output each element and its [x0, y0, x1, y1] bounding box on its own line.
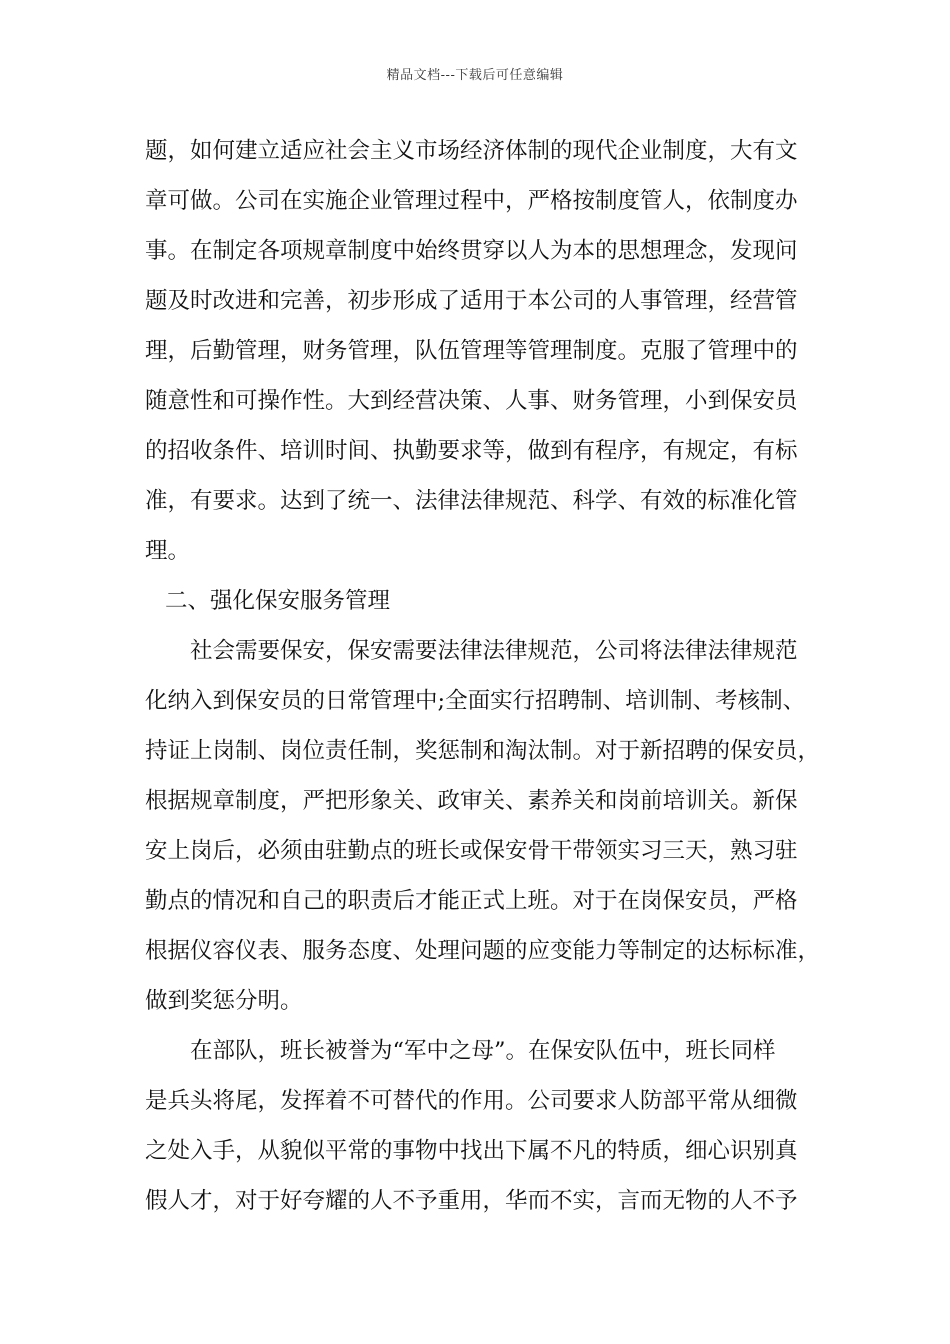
section-heading: 二、强化保安服务管理 — [165, 588, 391, 614]
text-line: 是兵头将尾，发挥着不可替代的作用。公司要求人防部平常从细微 — [145, 1088, 798, 1114]
text-line: 的招收条件、培训时间、执勤要求等，做到有程序，有规定，有标 — [145, 438, 798, 464]
text-line: 做到奖惩分明。 — [145, 988, 303, 1014]
text-line: 随意性和可操作性。大到经营决策、人事、财务管理，小到保安员 — [145, 388, 798, 414]
page-header: 精品文档---下载后可任意编辑 — [386, 68, 564, 83]
text-line: 章可做。公司在实施企业管理过程中，严格按制度管人，依制度办 — [145, 188, 798, 214]
document-body — [145, 126, 835, 1226]
text-line: 事。在制定各项规章制度中始终贯穿以人为本的思想理念，发现问 — [145, 238, 798, 264]
text-line: 理。 — [145, 538, 191, 564]
text-line: 题及时改进和完善，初步形成了适用于本公司的人事管理，经营管 — [145, 288, 798, 314]
text-line: 在部队，班长被誉为“军中之母”。在保安队伍中，班长同样 — [190, 1038, 776, 1064]
text-line: 安上岗后，必须由驻勤点的班长或保安骨干带领实习三天，熟习驻 — [145, 838, 798, 864]
text-line: 准，有要求。达到了统一、法律法律规范、科学、有效的标准化管 — [145, 488, 798, 514]
text-line: 理，后勤管理，财务管理，队伍管理等管理制度。克服了管理中的 — [145, 338, 798, 364]
text-line: 题，如何建立适应社会主义市场经济体制的现代企业制度，大有文 — [145, 138, 798, 164]
text-line: 勤点的情况和自己的职责后才能正式上班。对于在岗保安员，严格 — [145, 888, 798, 914]
text-line: 化纳入到保安员的日常管理中;全面实行招聘制、培训制、考核制、 — [145, 688, 806, 714]
text-line: 持证上岗制、岗位责任制，奖惩制和淘汰制。对于新招聘的保安员， — [145, 738, 821, 764]
text-line: 社会需要保安，保安需要法律法律规范，公司将法律法律规范 — [190, 638, 798, 664]
text-line: 根据规章制度，严把形象关、政审关、素养关和岗前培训关。新保 — [145, 788, 798, 814]
text-line: 之处入手，从貌似平常的事物中找出下属不凡的特质，细心识别真 — [145, 1138, 798, 1164]
text-line: 根据仪容仪表、服务态度、处理问题的应变能力等制定的达标标准， — [145, 938, 821, 964]
text-line: 假人才，对于好夸耀的人不予重用，华而不实，言而无物的人不予 — [145, 1188, 798, 1214]
